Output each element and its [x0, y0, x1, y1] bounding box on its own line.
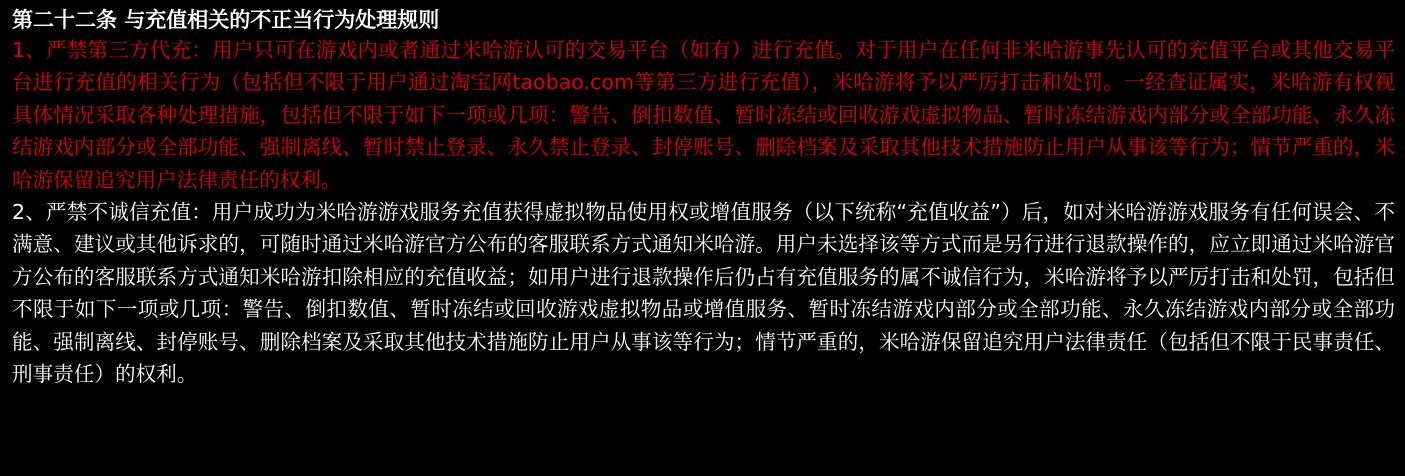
clause-2-dishonest-recharge: 2、严禁不诚信充值：用户成功为米哈游游戏服务充值获得虚拟物品使用权或增值服务（以下统称“充值收益”）后，如对米哈游游戏服务有任何误会、不满意、建议或其他诉求的，可随时通过米哈游官方公布的客服联系方式通知米哈游。用户未选择该等方式而是另行进行退款操作的，应立即通过米哈游官方公布的客服联系方式通知米哈游扣除相应的充值收益；如用户进行退款操作后仍占有充值服务的属不诚信行为，米哈游将予以严厉打击和处罚，包括但不限于如下一项或几项：警告、倒扣数值、暂时冻结或回收游戏虚拟物品或增值服务、暂时冻结游戏内部分或全部功能、永久冻结游戏内部分或全部功能、强制离线、封停账号、删除档案及采取其他技术措施防止用户从事该等行为；情节严重的，米哈游保留追究用户法律责任（包括但不限于民事责任、刑事责任）的权利。: [12, 200, 1395, 387]
clause-1-third-party-recharge: 1、严禁第三方代充：用户只可在游戏内或者通过米哈游认可的交易平台（如有）进行充值。对于用户在任何非米哈游事先认可的充值平台或其他交易平台进行充值的相关行为（包括但不限于用户通过淘宝网taobao.com等第三方进行充值），米哈游将予以严厉打击和处罚。一经查证属实，米哈游有权视具体情况采取各种处理措施，包括但不限于如下一项或几项：警告、倒扣数值、暂时冻结或回收游戏虚拟物品、暂时冻结游戏内部分或全部功能、永久冻结游戏内部分或全部功能、强制离线、暂时禁止登录、永久禁止登录、封停账号、删除档案及采取其他技术措施防止用户从事该等行为；情节严重的，米哈游保留追究用户法律责任的权利。: [12, 38, 1395, 192]
article-title: 第二十二条 与充值相关的不正当行为处理规则: [12, 8, 440, 32]
